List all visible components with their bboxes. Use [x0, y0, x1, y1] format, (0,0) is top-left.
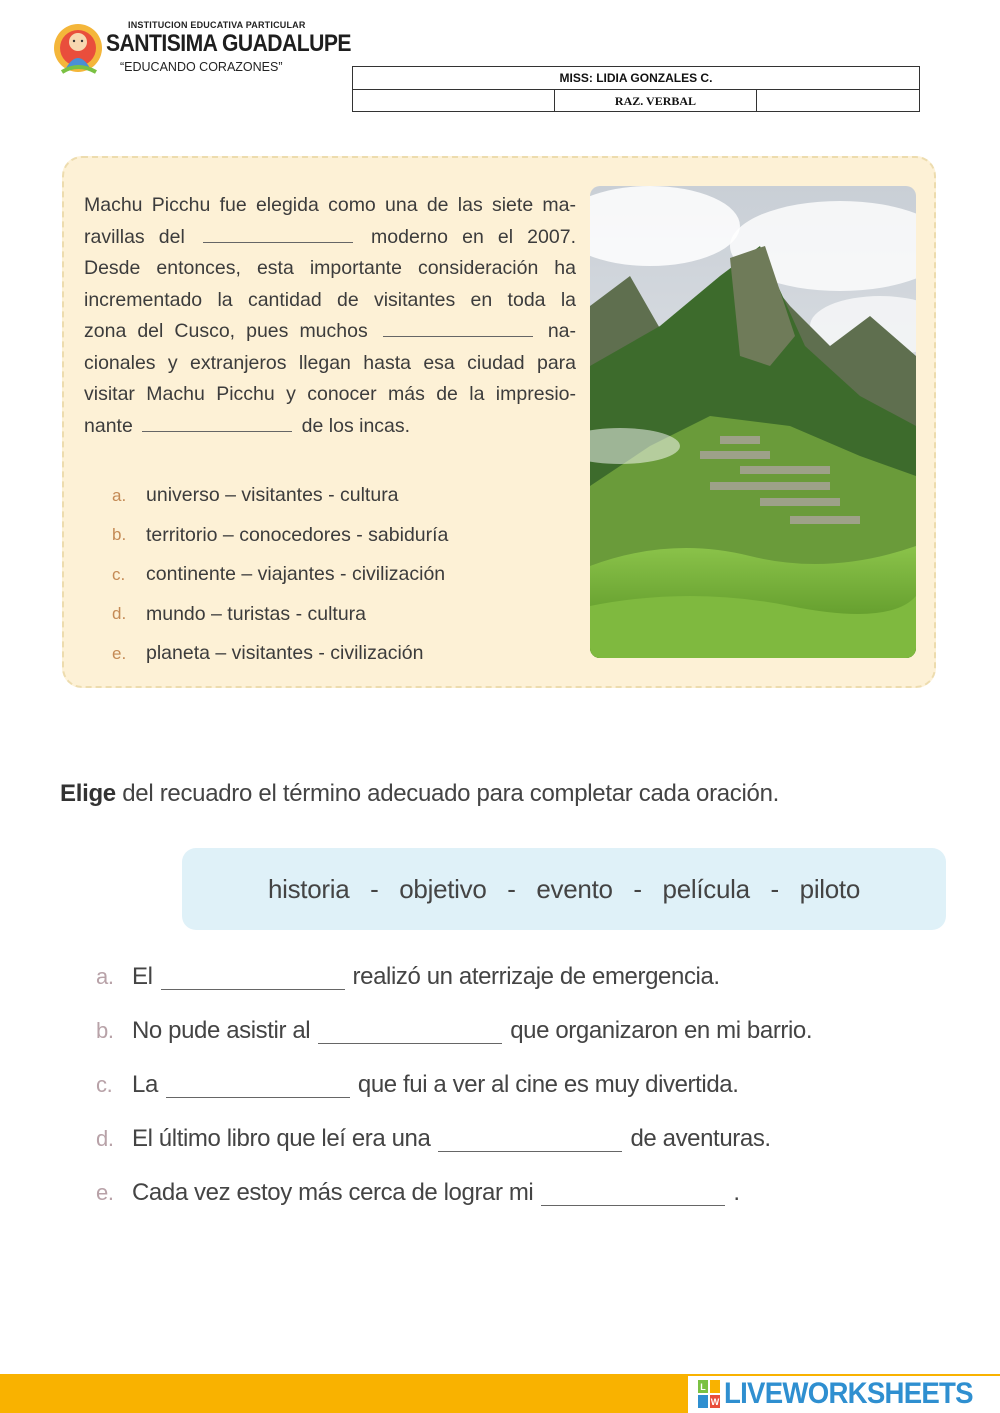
fill-blank[interactable] — [318, 1019, 502, 1044]
fill-blank[interactable] — [383, 335, 533, 337]
instruction-text: del recuadro el término adecuado para completar cada oración. — [115, 780, 779, 807]
answer-options — [112, 476, 448, 674]
logo-letter-w: W — [710, 1397, 720, 1407]
passage-text: ravillas del — [84, 225, 185, 248]
passage-line — [84, 316, 576, 348]
school-label: INSTITUCION EDUCATIVA PARTICULAR — [128, 20, 306, 30]
answer-option[interactable] — [112, 476, 448, 516]
fill-blank[interactable] — [203, 241, 353, 243]
passage-text: na- — [547, 320, 577, 342]
fill-blank[interactable] — [161, 965, 345, 990]
brand-text: LIVEWORKSHEETS — [724, 1377, 973, 1410]
machu-picchu-photo — [590, 186, 916, 658]
sentence-text: . — [733, 1179, 740, 1206]
school-name: SANTISIMA GUADALUPE — [106, 30, 351, 57]
answer-option[interactable] — [112, 634, 448, 674]
sentence-text: La — [132, 1071, 158, 1098]
passage-text: incrementado la cantidad de visitantes en toda la — [84, 288, 576, 311]
passage-text: Desde entonces, esta importante consideración ha — [84, 257, 576, 279]
passage-text: visitar Machu Picchu y conocer más de la impresio- — [84, 383, 576, 405]
sentence-item — [96, 1112, 812, 1166]
info-cell-empty — [353, 90, 555, 112]
sentence-letter: c. — [96, 1072, 113, 1097]
logo-letter-l: L — [700, 1382, 706, 1392]
sentence-item — [96, 1166, 812, 1220]
option-text: mundo – turistas - cultura — [146, 602, 367, 625]
passage-line — [84, 222, 576, 254]
passage-text: zona del Cusco, pues muchos — [84, 320, 368, 342]
sentence-item — [96, 1058, 812, 1112]
sentence-list — [96, 950, 812, 1220]
sentence-item — [96, 950, 812, 1004]
word-bank-text: historia - objetivo - evento - película - piloto — [267, 873, 861, 904]
passage-line — [84, 190, 576, 222]
option-text: planeta – visitantes - civilización — [146, 642, 424, 665]
sentence-text: de aventuras. — [630, 1125, 771, 1152]
passage-line — [84, 411, 576, 443]
option-letter: d. — [112, 604, 127, 624]
reading-passage — [84, 190, 576, 442]
info-cell-empty — [757, 90, 919, 112]
passage-line — [84, 253, 576, 285]
answer-option[interactable] — [112, 595, 448, 635]
option-text: territorio – conocedores - sabiduría — [146, 523, 449, 546]
answer-option[interactable] — [112, 516, 448, 556]
option-letter: c. — [112, 564, 126, 584]
option-text: continente – viajantes - civilización — [146, 563, 446, 586]
passage-text: Machu Picchu fue elegida como una de las siete ma- — [84, 194, 576, 216]
fill-blank[interactable] — [438, 1127, 622, 1152]
school-motto: “EDUCANDO CORAZONES” — [120, 60, 283, 74]
answer-option[interactable] — [112, 555, 448, 595]
option-letter: b. — [112, 525, 127, 545]
sentence-text: Cada vez estoy más cerca de lograr mi — [132, 1179, 534, 1206]
sentence-item — [96, 1004, 812, 1058]
sentence-text: No pude asistir al — [132, 1017, 311, 1044]
subject-label: RAZ. VERBAL — [555, 90, 757, 112]
exercise-instruction — [60, 780, 779, 808]
sentence-text: realizó un aterrizaje de emergencia. — [352, 963, 720, 990]
option-letter: a. — [112, 485, 127, 505]
sentence-text: El — [132, 963, 153, 990]
passage-line — [84, 285, 576, 317]
sentence-letter: e. — [96, 1180, 114, 1205]
fill-blank[interactable] — [166, 1073, 350, 1098]
info-table — [352, 66, 920, 112]
option-text: universo – visitantes - cultura — [146, 484, 399, 507]
sentence-text: El último libro que leí era una — [132, 1125, 431, 1152]
fill-blank[interactable] — [541, 1181, 725, 1206]
sentence-letter: a. — [96, 964, 114, 989]
passage-text: moderno en el 2007. — [371, 225, 576, 248]
fill-blank[interactable] — [142, 430, 292, 432]
passage-text: nante — [84, 414, 133, 437]
sentence-text: que organizaron en mi barrio. — [510, 1017, 813, 1044]
passage-text: de los incas. — [301, 414, 411, 437]
passage-text: cionales y extranjeros llegan hasta esa ciudad para — [84, 351, 576, 374]
sentence-letter: d. — [96, 1126, 114, 1151]
option-letter: e. — [112, 643, 127, 663]
sentence-letter: b. — [96, 1018, 114, 1043]
sentence-text: que fui a ver al cine es muy divertida. — [357, 1071, 739, 1098]
info-row — [353, 90, 919, 112]
word-bank-box — [182, 848, 946, 930]
passage-line — [84, 348, 576, 380]
passage-line — [84, 379, 576, 411]
instruction-verb: Elige — [60, 780, 116, 807]
liveworksheets-logo-icon — [698, 1380, 720, 1408]
teacher-name: MISS: LIDIA GONZALES C. — [353, 67, 919, 90]
